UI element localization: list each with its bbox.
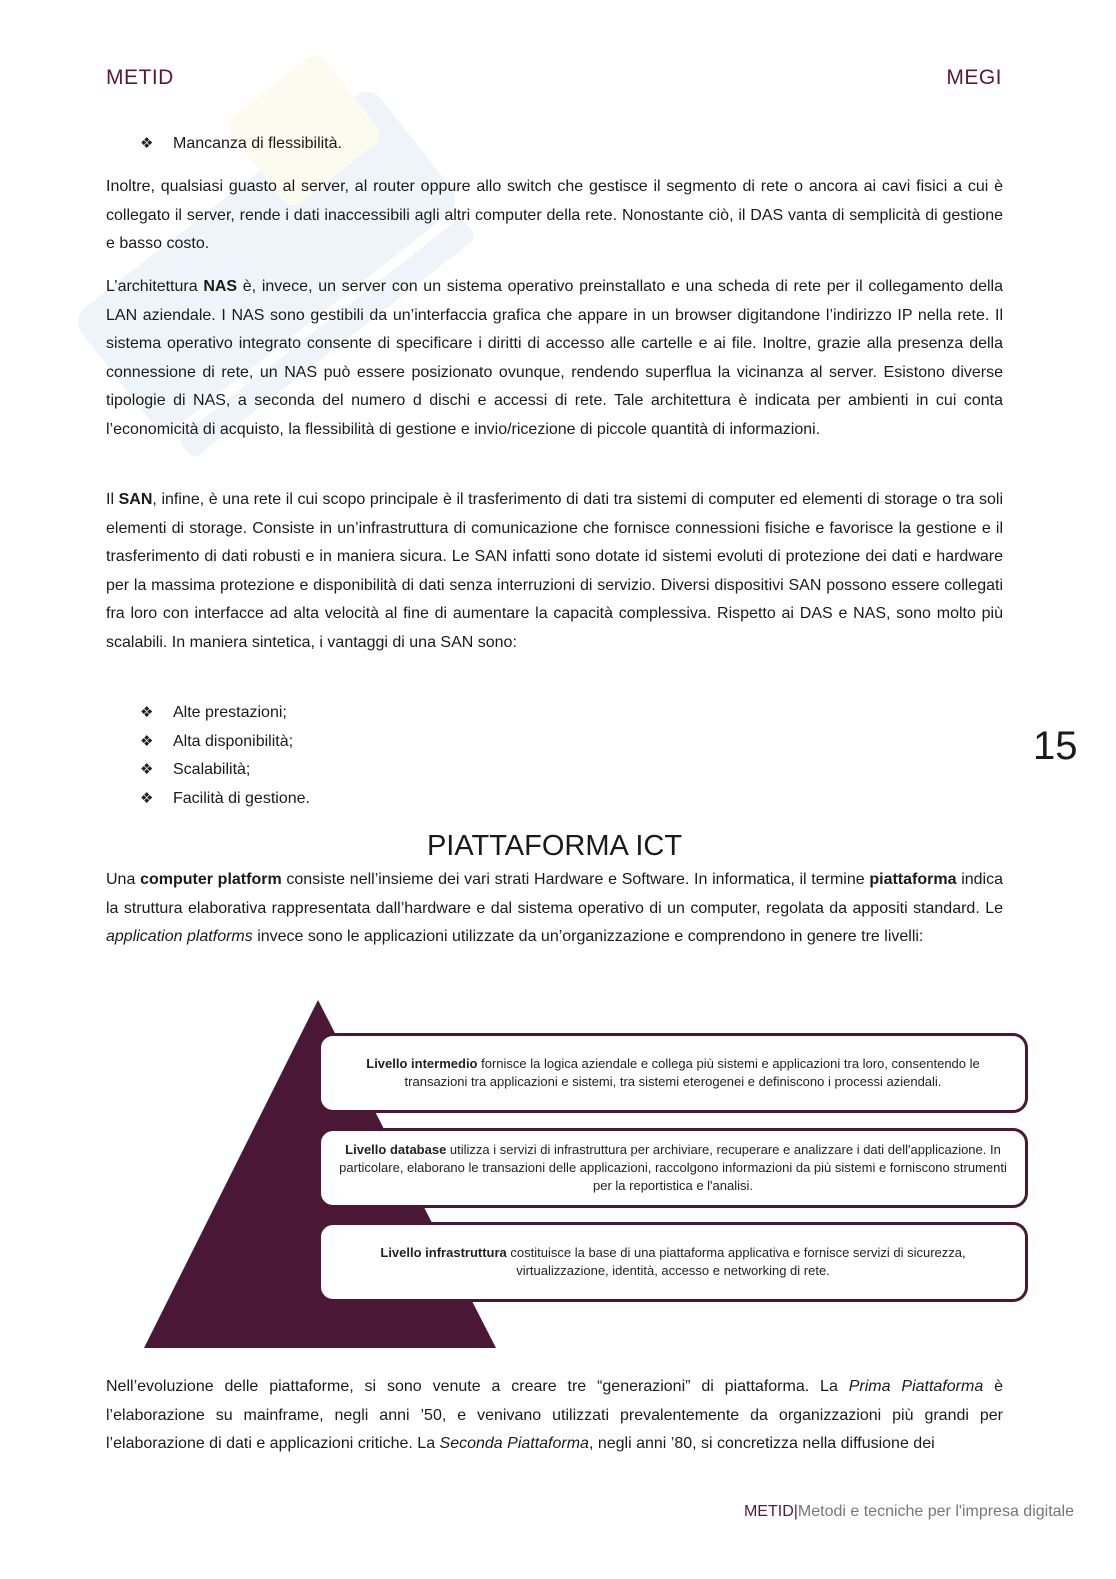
- paragraph-san: Il SAN, infine, è una rete il cui scopo principale è il trasferimento di dati tra sistemi di computer ed elementi di storage o tra soli elementi di storage. Consiste in un’infrastruttura di comunicazione che fornisce connessioni fisiche e favorisce la gestione e il trasferimento di dati robusti e in maniera sicura. Le SAN infatti sono dotate id sistemi evoluti di protezione dei dati e hardware per la massima protezione e disponibilità di dati senza interruzioni di servizio. Diversi dispositivi SAN possono essere collegati fra loro con interfacce ad alta velocità al fine di aumentare la capacità complessiva. Rispetto ai DAS e NAS, sono molto più scalabili. In maniera sintetica, i vantaggi di una SAN sono:: [106, 491, 1003, 651]
- list-item: ❖ Scalabilità;: [140, 756, 310, 785]
- term-nas: NAS: [203, 278, 238, 295]
- list-item: ❖ Alta disponibilità;: [140, 728, 310, 757]
- list-item: ❖ Mancanza di flessibilità.: [140, 130, 342, 159]
- term-piattaforma: piattaforma: [869, 871, 957, 888]
- header-left-title: METID: [106, 66, 174, 89]
- bullet-list-san: [140, 699, 310, 813]
- diamond-bullet-icon: ❖: [140, 732, 154, 750]
- paragraph-evolution: Nell’evoluzione delle piattaforme, si sono venute a creare tre “generazioni” di piattaforma. La Prima Piattaforma è l’elaborazione su mainframe, negli anni ’50, e venivano utilizzati prevalentemente da organizzazioni più grandi per l’elaborazione di dati e applicazioni critiche. La Seconda Piattaforma, negli anni ’80, si concretizza nella diffusione dei: [106, 1378, 1004, 1452]
- diamond-bullet-icon: ❖: [140, 789, 154, 807]
- level-box-database: Livello database utilizza i servizi di infrastruttura per archiviare, recuperare e analizzare i dati dell'applicazione. In particolare, elaborano le transazioni delle applicazioni, raccolgono informazioni da più sistemi e forniscono strumenti per la reportistica e l'analisi.: [318, 1128, 1028, 1208]
- paragraph-das: Inoltre, qualsiasi guasto al server, al router oppure allo switch che gestisce il segmento di rete o ancora ai cavi fisici a cui è collegato il server, rende i dati inaccessibili agli altri computer della rete. Nonostante ciò, il DAS vanta di semplicità di gestione e basso costo.: [106, 178, 1003, 252]
- term-san: SAN: [118, 491, 153, 508]
- list-item: ❖ Alte prestazioni;: [140, 699, 310, 728]
- paragraph-nas: L’architettura NAS è, invece, un server con un sistema operativo preinstallato e una scheda di rete per il collegamento della LAN aziendale. I NAS sono gestibili da un’interfaccia grafica che appare in un browser digitandone l’indirizzo IP nella rete. Il sistema operativo integrato consente di specificare i diritti di accesso alle cartelle e ai file. Inoltre, grazie alla presenza della connessione di rete, un NAS può essere posizionato ovunque, rendendo superflua la vicinanza al server. Esistono diverse tipologie di NAS, a seconda del numero d dischi e accessi di rete. Tale architettura è indicata per ambienti in cui conta l’economicità di acquisto, la flessibilità di gestione e invio/ricezione di piccole quantità di informazioni.: [106, 278, 1003, 438]
- term-prima-piattaforma: Prima Piattaforma: [848, 1378, 984, 1395]
- term-seconda-piattaforma: Seconda Piattaforma: [439, 1435, 589, 1452]
- level-box-intermedio: Livello intermedio fornisce la logica aziendale e collega più sistemi e applicazioni tra loro, consentendo le transazioni tra applicazioni e sistemi, tra sistemi eterogenei e definiscono i processi aziendali.: [318, 1033, 1028, 1113]
- list-item: ❖ Facilità di gestione.: [140, 785, 310, 814]
- footer-separator: |: [793, 1503, 798, 1520]
- diamond-bullet-icon: ❖: [140, 135, 154, 152]
- footer-brand: METID: [743, 1503, 794, 1520]
- level-box-infrastruttura: Livello infrastruttura costituisce la base di una piattaforma applicativa e fornisce servizi di sicurezza, virtualizzazione, identità, accesso e networking di rete.: [318, 1222, 1028, 1302]
- page-number: 15: [1033, 724, 1078, 768]
- section-title: PIATTAFORMA ICT: [426, 830, 683, 862]
- diamond-bullet-icon: ❖: [140, 704, 154, 721]
- diamond-bullet-icon: ❖: [140, 761, 154, 778]
- paragraph-platform: Una computer platform consiste nell’insieme dei vari strati Hardware e Software. In informatica, il termine piattaforma indica la struttura elaborativa rappresentata dall’hardware e dal sistema operativo di un computer, regolata da appositi standard. Le application platforms invece sono le applicazioni utilizzate da un’organizzazione e comprendono in genere tre livelli:: [106, 871, 1003, 945]
- bullet-list-top: [140, 130, 342, 159]
- header-right-title: MEGI: [946, 66, 1002, 89]
- term-application-platforms: application platforms: [106, 928, 253, 945]
- footer-subtitle: Metodi e tecniche per l'impresa digitale: [797, 1503, 1074, 1520]
- footer: [744, 1503, 1074, 1521]
- term-computer-platform: computer platform: [140, 871, 282, 888]
